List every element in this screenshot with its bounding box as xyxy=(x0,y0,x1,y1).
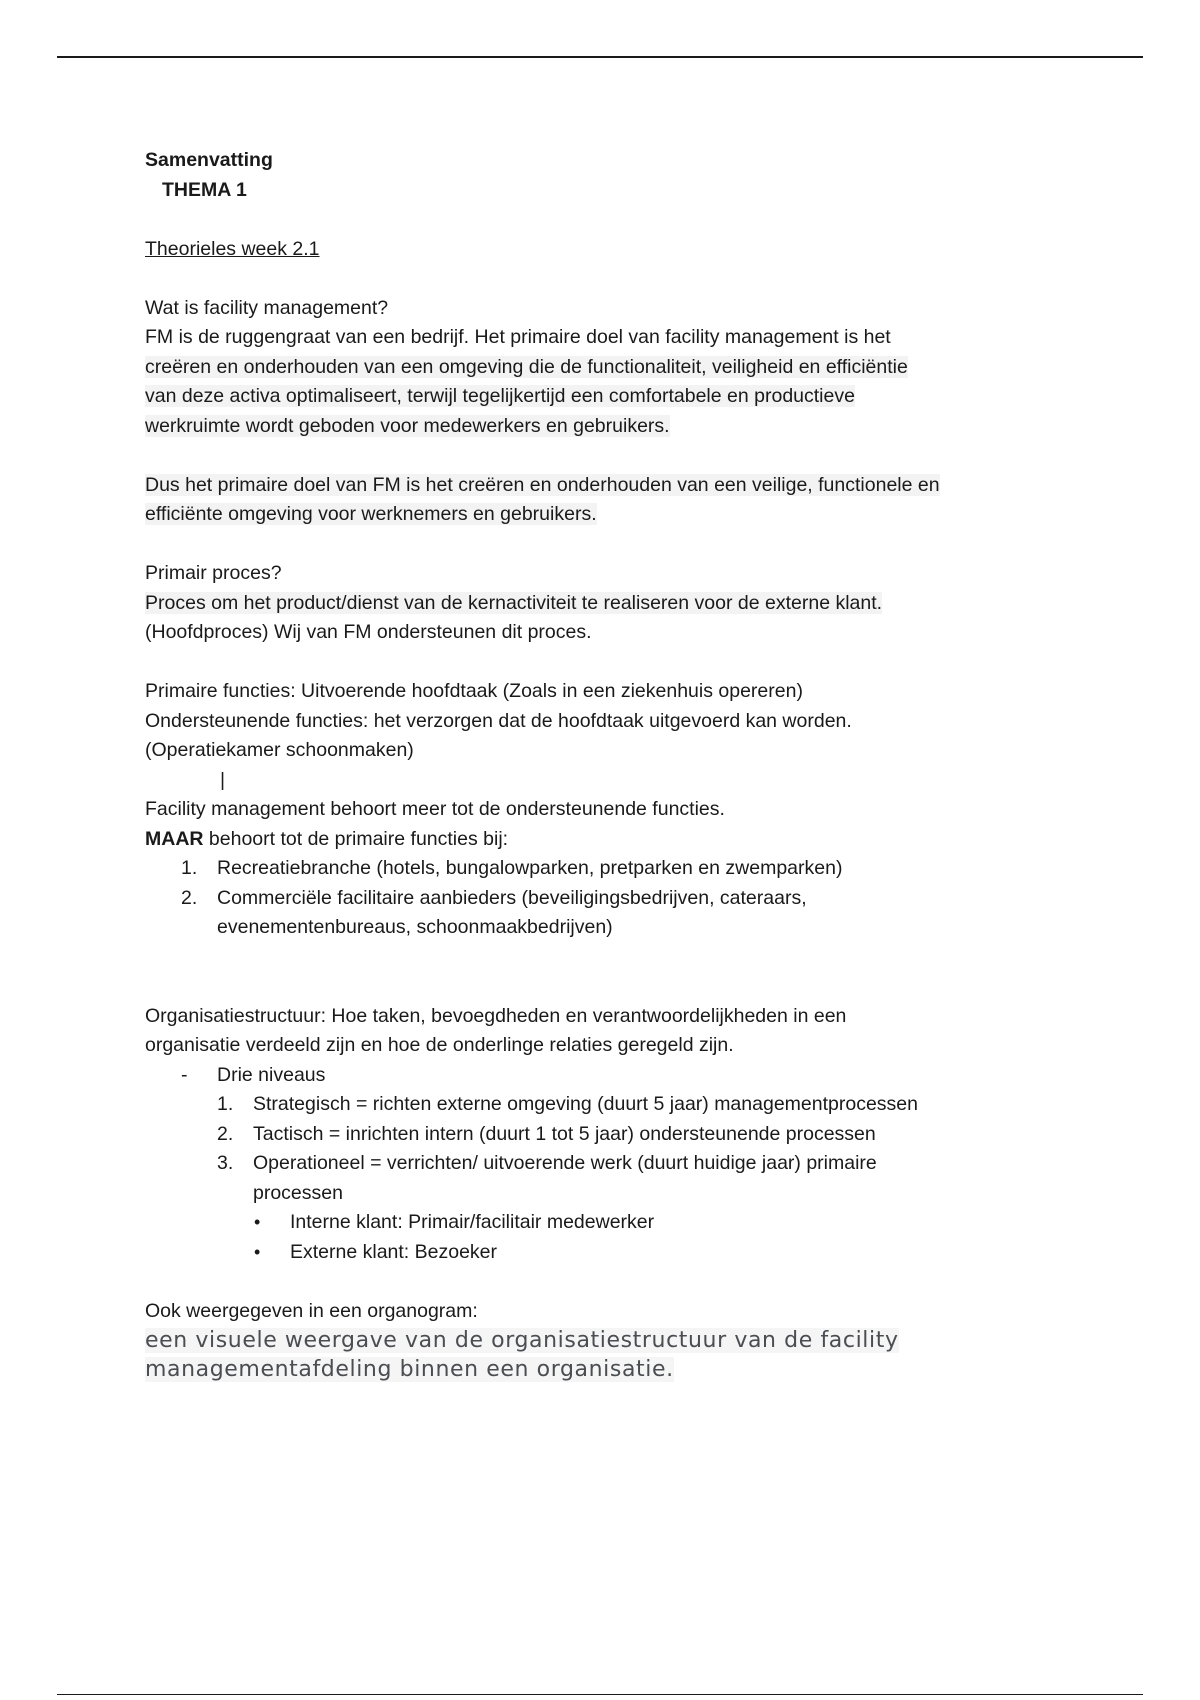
paragraph-line: Ook weergegeven in een organogram: xyxy=(145,1299,478,1322)
paragraph-line: van deze activa optimaliseert, terwijl tegelijkertijd een comfortabele en productieve xyxy=(145,385,855,407)
list-number: 1. xyxy=(217,1093,234,1115)
list-item: 1. Recreatiebranche (hotels, bungalowparken, pretparken en zwemparken) xyxy=(145,854,1065,884)
bullet-icon: • xyxy=(254,1241,261,1262)
paragraph-line: (Operatiekamer schoonmaken) xyxy=(145,739,414,761)
list-item: 2. Commerciële facilitaire aanbieders (beveiligingsbedrijven, cateraars, evenementenbureaus, schoonmaakbedrijven) xyxy=(145,884,1065,943)
document-title: Samenvatting xyxy=(145,149,273,171)
paragraph-line: werkruimte wordt geboden voor medewerkers en gebruikers. xyxy=(145,414,670,437)
list-number: 2. xyxy=(181,886,198,909)
dash-item: - Drie niveaus xyxy=(145,1061,1065,1091)
paragraph-line: Primaire functies: Uitvoerende hoofdtaak (Zoals in een ziekenhuis opereren) xyxy=(145,680,803,702)
paragraph-line: Organisatiestructuur: Hoe taken, bevoegdheden en verantwoordelijkheden in een xyxy=(145,1004,847,1027)
list-item: 2. Tactisch = inrichten intern (duurt 1 tot 5 jaar) ondersteunende processen xyxy=(145,1120,1065,1150)
maar-line: MAAR behoort tot de primaire functies bij: xyxy=(145,827,509,850)
paragraph-line: (Hoofdproces) Wij van FM ondersteunen dit proces. xyxy=(145,621,592,643)
bullet-icon: • xyxy=(254,1212,261,1232)
pipe-mark: | xyxy=(220,768,226,791)
paragraph-line: Facility management behoort meer tot de ondersteunende functies. xyxy=(145,798,725,820)
list-item: 3. Operationeel = verrichten/ uitvoerende werk (duurt huidige jaar) primaire processen xyxy=(145,1149,1065,1208)
paragraph-line: FM is de ruggengraat van een bedrijf. Het primaire doel van facility management is het xyxy=(145,326,891,348)
bullet-item: • Interne klant: Primair/facilitair medewerker xyxy=(145,1208,1065,1238)
list-number: 1. xyxy=(181,857,198,879)
paragraph-line: Dus het primaire doel van FM is het creëren en onderhouden van een veilige, functionele en xyxy=(145,473,940,496)
organogram-definition: een visuele weergave van de organisatiestructuur van de facility managementafdeling binnen een organisatie. xyxy=(145,1328,899,1382)
section-heading: Theorieles week 2.1 xyxy=(145,237,320,260)
bullet-item: • Externe klant: Bezoeker xyxy=(145,1238,1065,1268)
theme-title: THEMA 1 xyxy=(162,178,247,201)
paragraph-line: creëren en onderhouden van een omgeving die de functionaliteit, veiligheid en efficiëntie xyxy=(145,355,908,378)
document-body xyxy=(145,146,1065,1384)
paragraph-line: Proces om het product/dienst van de kernactiviteit te realiseren voor de externe klant. xyxy=(145,591,883,614)
bottom-rule xyxy=(57,1694,1143,1695)
list-item: 1. Strategisch = richten externe omgeving (duurt 5 jaar) managementprocessen xyxy=(145,1090,1065,1120)
paragraph-line: Ondersteunende functies: het verzorgen dat de hoofdtaak uitgevoerd kan worden. xyxy=(145,709,852,732)
dash-marker: - xyxy=(181,1063,188,1086)
paragraph-line: organisatie verdeeld zijn en hoe de onderlinge relaties geregeld zijn. xyxy=(145,1034,734,1056)
question-fm: Wat is facility management? xyxy=(145,296,389,319)
list-number: 3. xyxy=(217,1152,234,1174)
list-number: 2. xyxy=(217,1122,234,1145)
paragraph-line: efficiënte omgeving voor werknemers en gebruikers. xyxy=(145,503,597,525)
top-rule xyxy=(57,56,1143,58)
question-primair: Primair proces? xyxy=(145,562,282,584)
